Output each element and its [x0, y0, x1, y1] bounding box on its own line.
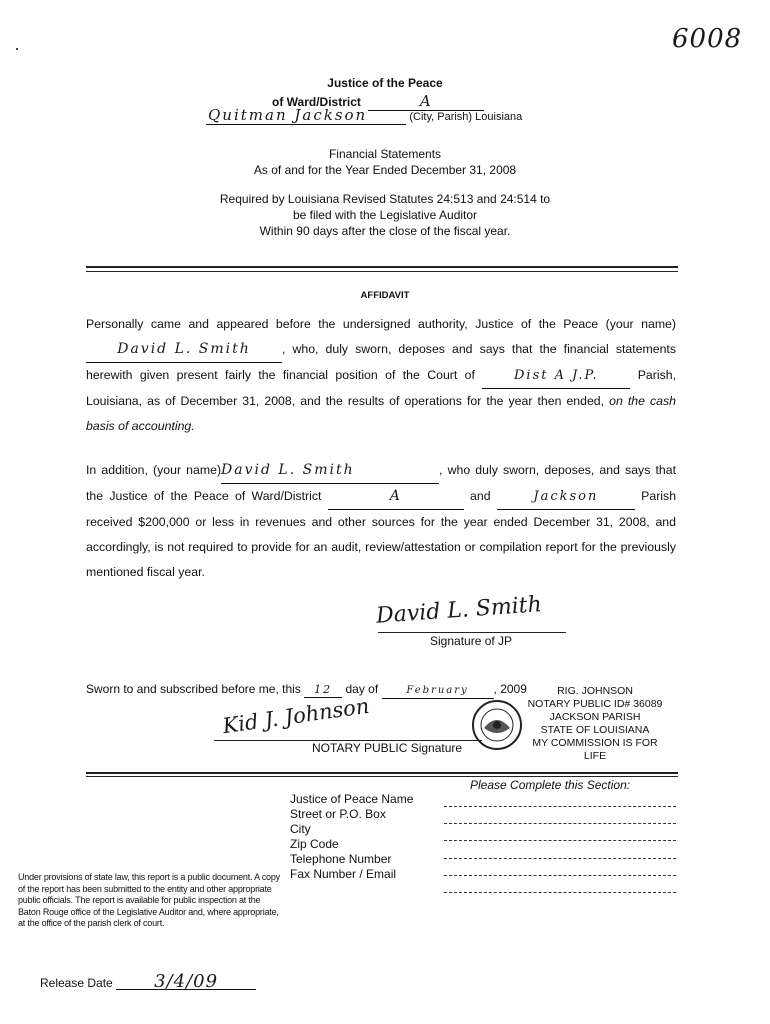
stamp-state: STATE OF LOUISIANA — [540, 724, 650, 736]
affidavit-paragraph-2 — [86, 458, 676, 585]
p1-text-c: Parish, Louisiana, as of December 31, 2008, and the results of operations for the year then ended, — [86, 368, 677, 408]
divider-top — [86, 266, 678, 268]
p2-ward: A — [328, 484, 464, 510]
field-line-fax-email[interactable] — [444, 892, 676, 893]
divider-top-thin — [86, 271, 678, 272]
field-line-jp-name[interactable] — [444, 806, 676, 807]
divider-bottom — [86, 772, 678, 774]
p2-and: and — [470, 489, 491, 503]
affidavit-title: AFFIDAVIT — [360, 290, 410, 301]
complete-heading: Please Complete this Section: — [470, 778, 631, 792]
notary-signature-label: NOTARY PUBLIC Signature — [312, 741, 463, 755]
p1-text-a: Personally came and appeared before the undersigned authority, Justice of the Peace (your name) — [86, 317, 676, 331]
ward-label: of Ward/District — [272, 95, 361, 109]
city-parish-value: Quitman Jackson — [206, 106, 406, 125]
field-line-city[interactable] — [444, 840, 676, 841]
field-line-street[interactable] — [444, 823, 676, 824]
required-line1: Required by Louisiana Revised Statutes 24:513 and 24:514 to — [219, 192, 551, 206]
sworn-text-a: Sworn to and subscribed before me, this — [86, 682, 301, 696]
p2-text-a: In addition, (your name) — [86, 463, 222, 477]
subtitle-line1: Financial Statements — [328, 147, 442, 161]
label-street: Street or P.O. Box — [290, 807, 386, 821]
p2-text-c: Parish received $200,000 or less in revenues and other sources for the year ended December 31, 2008, and accordingly, is not required to provide for an audit, review/attestation or compilation report for the previously mentioned fiscal year. — [86, 489, 677, 579]
sworn-month: February — [382, 683, 494, 699]
release-date-row — [40, 971, 256, 992]
field-line-zip[interactable] — [444, 858, 676, 859]
sworn-day: 12 — [304, 682, 342, 698]
sworn-year: 2009 — [500, 682, 527, 696]
notary-signature-script: Kid J. Johnson — [221, 693, 371, 739]
jp-signature-line — [378, 632, 566, 633]
notary-stamp — [520, 685, 670, 763]
p2-parish: Jackson — [497, 484, 635, 510]
label-fax-email: Fax Number / Email — [290, 867, 397, 881]
affidavit-paragraph-1 — [86, 312, 676, 439]
ward-value: A — [368, 92, 484, 111]
p1-name: David L. Smith — [86, 337, 282, 363]
release-date-label: Release Date — [40, 976, 113, 990]
stamp-name: RIG. JOHNSON — [557, 685, 633, 697]
release-date-value: 3/4/09 — [116, 974, 256, 990]
subtitle-line2: As of and for the Year Ended December 31, 2008 — [253, 163, 517, 177]
stamp-commission: MY COMMISSION IS FOR LIFE — [532, 737, 658, 762]
p2-text-b: , who duly sworn, deposes, and says that the Justice of the Peace of Ward/District — [86, 463, 676, 503]
jp-signature-script: David L. Smith — [375, 592, 543, 629]
label-jp-name: Justice of Peace Name — [290, 792, 414, 806]
sworn-row — [86, 682, 527, 699]
header-title: Justice of the Peace — [327, 76, 443, 90]
info-labels — [290, 792, 413, 882]
required-line3: Within 90 days after the close of the fiscal year. — [259, 224, 511, 238]
divider-bottom-thin — [86, 776, 678, 777]
field-line-telephone[interactable] — [444, 875, 676, 876]
p1-text-b: , who, duly sworn, deposes and says that the financial statements herewith given present fairly the financial position of the Court of — [86, 342, 676, 382]
label-city: City — [290, 822, 311, 836]
p1-italic: on the cash basis of accounting. — [86, 394, 676, 433]
notary-seal-icon — [470, 698, 524, 752]
label-zip: Zip Code — [290, 837, 339, 851]
sworn-text-b: day of — [345, 682, 379, 696]
header-city-row — [206, 106, 522, 125]
p2-name: David L. Smith — [221, 458, 439, 484]
jp-signature-label: Signature of JP — [430, 634, 513, 648]
sworn-comma: , — [493, 682, 497, 696]
stamp-parish: JACKSON PARISH — [549, 711, 641, 723]
page-number: 6008 — [672, 24, 743, 54]
speck — [16, 48, 18, 50]
public-document-note: Under provisions of state law, this report is a public document. A copy of the report has been submitted to the entity and other appropriate public officials. The report is available for public inspection at the Baton Rouge office of the Legislative Auditor and, where appropriate, at the office of the parish clerk of court. — [18, 872, 280, 928]
required-line2: be filed with the Legislative Auditor — [292, 208, 478, 222]
stamp-id: NOTARY PUBLIC ID# 36089 — [527, 698, 663, 710]
label-telephone: Telephone Number — [290, 852, 392, 866]
p1-court: Dist A J.P. — [482, 363, 630, 389]
city-parish-label: (City, Parish) Louisiana — [409, 111, 523, 123]
